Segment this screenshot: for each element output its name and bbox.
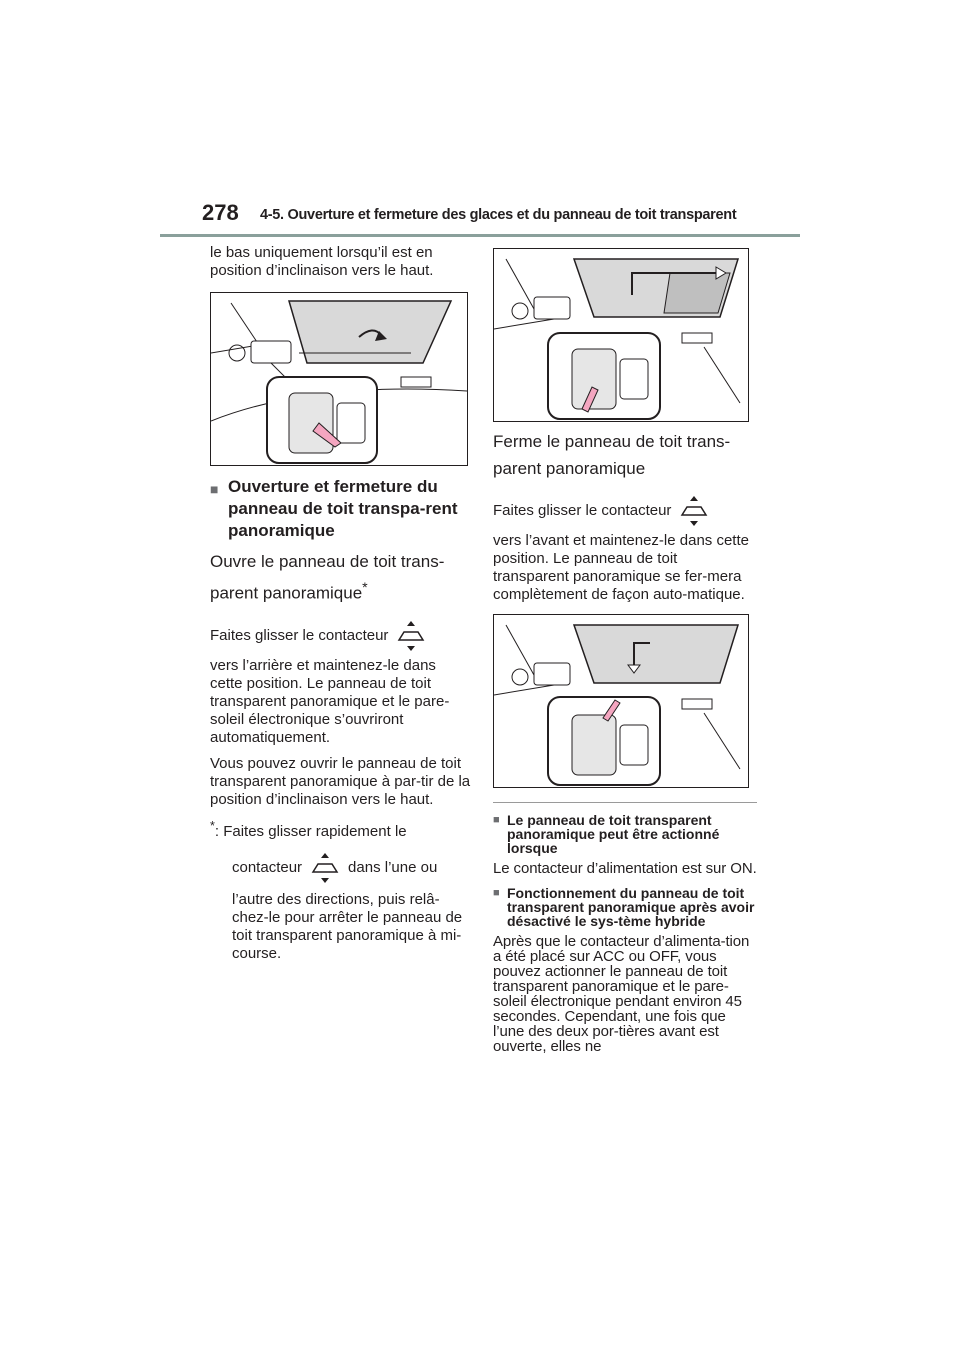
footnote-line-3: l’autre des directions, puis relâ-chez-le pour arrêter le panneau de toit transparent panoramique à mi-course. (232, 890, 463, 962)
slide-prefix-text: Faites glisser le contacteur (493, 502, 672, 519)
footnote-line-2a: contacteur (232, 858, 303, 876)
heading-text: Ouverture et fermeture du panneau de toit transpa-rent panoramique (228, 477, 458, 540)
close-mid-diagram (494, 615, 748, 787)
note2-body: Après que le contacteur d’alimenta-tion a été placé sur ACC ou OFF, vous pouvez actionner le panneau de toit transparent panoramique et le pare-soleil électronique pendant environ 45 secondes. Cependant, une fois que l’une des deux por-tières avant est ouverte, elles ne (493, 933, 750, 1055)
bullet-square: ■ (210, 481, 219, 497)
left-column (210, 244, 472, 963)
footnote-line-1: : Faites glisser rapidement le (214, 822, 407, 840)
tilt-diagram (211, 293, 467, 465)
close-diagram (494, 249, 748, 421)
slide-close-text: vers l’avant et maintenez-le dans cette position. Le panneau de toit transparent panoramique se fer-mera complètement de façon auto-matique. (493, 532, 749, 603)
note1-body: Le contacteur d’alimentation est sur ON. (493, 860, 757, 877)
sunroof-switch-icon (677, 494, 711, 528)
illustration-tilt (210, 292, 468, 466)
slide-prefix-text: Faites glisser le contacteur (210, 626, 389, 644)
bullet-square: ■ (493, 814, 500, 826)
intro-text: le bas uniquement lorsqu’il est en position d’inclinaison vers le haut. (210, 244, 434, 279)
open-title-text: Ouvre le panneau de toit trans-parent panoramique (210, 552, 445, 603)
open-title-footnote-mark: * (362, 580, 368, 596)
section-heading-open-close (210, 476, 472, 542)
bullet-square: ■ (493, 887, 500, 899)
illustration-close-mid (493, 614, 749, 788)
tilt-note-text: Vous pouvez ouvrir le panneau de toit transparent panoramique à par-tir de la position d’inclinaison vers le haut. (210, 754, 471, 808)
slide-instruction-open (210, 619, 472, 653)
sunroof-switch-icon (308, 851, 342, 885)
right-column (493, 244, 757, 1058)
footnote-switch-line (232, 851, 472, 885)
close-title: Ferme le panneau de toit trans-parent panoramique (493, 432, 731, 478)
note2-heading (493, 886, 757, 928)
section-title: 4-5. Ouverture et fermeture des glaces et du panneau de toit transparent (260, 207, 737, 223)
footnote (210, 817, 472, 963)
slide-instruction-close (493, 494, 757, 528)
page-number: 278 (202, 200, 239, 225)
illustration-close (493, 248, 749, 422)
footnote-mark: * (210, 818, 215, 833)
note1-heading-text: Le panneau de toit transparent panoramique peut être actionné lorsque (507, 812, 720, 856)
slide-open-text: vers l’arrière et maintenez-le dans cette position. Le panneau de toit transparent panoramique et le pare-soleil électronique s’ouvriront automatiquement. (210, 656, 450, 746)
note1-heading (493, 813, 757, 855)
page-header (160, 200, 800, 238)
note2-heading-text: Fonctionnement du panneau de toit transparent panoramique après avoir désactivé le sys-tème hybride (507, 885, 755, 929)
open-title (210, 548, 472, 607)
sunroof-switch-icon (394, 619, 428, 653)
header-rule (160, 234, 800, 237)
footnote-line-2b: dans l’une ou (348, 858, 438, 876)
notes-divider (493, 802, 757, 803)
